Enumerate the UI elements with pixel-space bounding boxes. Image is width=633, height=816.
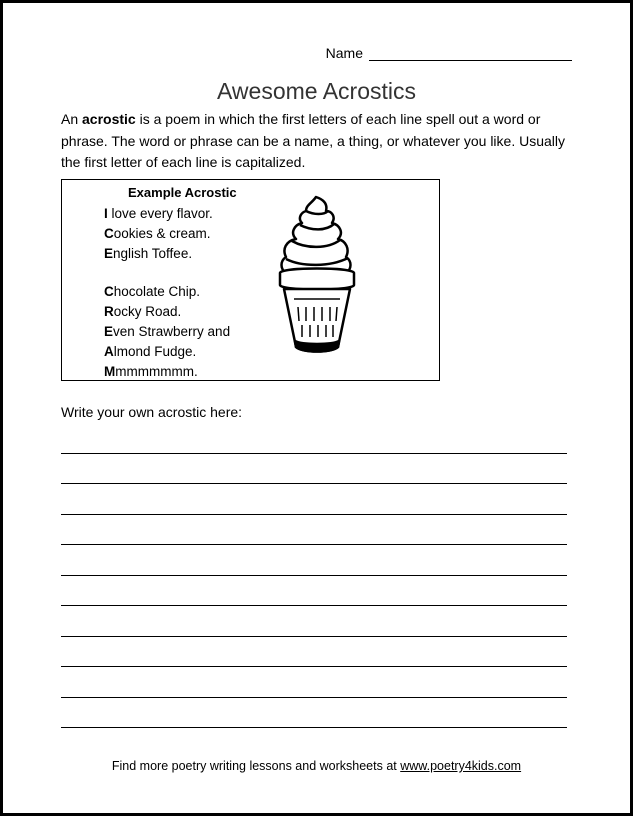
example-lines [104, 204, 230, 382]
page-title: Awesome Acrostics [217, 78, 416, 104]
writing-line[interactable] [61, 667, 567, 698]
intro-bold-term: acrostic [82, 111, 136, 127]
footer-link[interactable]: www.poetry4kids.com [400, 759, 522, 773]
example-line: Almond Fudge. [104, 344, 197, 359]
writing-line[interactable] [61, 637, 567, 668]
writing-line[interactable] [61, 423, 567, 454]
writing-line[interactable] [61, 454, 567, 485]
example-acrostic-box [61, 179, 440, 381]
name-field [326, 45, 572, 61]
writing-line[interactable] [61, 515, 567, 546]
example-line: Mmmmmmmm. [104, 364, 198, 379]
writing-line[interactable] [61, 576, 567, 607]
example-line: Rocky Road. [104, 304, 182, 319]
footer [3, 759, 630, 773]
intro-paragraph [61, 109, 581, 174]
ice-cream-cone-icon [272, 187, 362, 357]
example-line: Chocolate Chip. [104, 284, 201, 299]
example-line: Cookies & cream. [104, 226, 211, 241]
stanza-gap [104, 264, 230, 282]
example-line: English Toffee. [104, 246, 193, 261]
name-blank-line[interactable] [369, 46, 572, 61]
name-label: Name [325, 45, 363, 61]
intro-text-start: An [61, 111, 83, 127]
writing-line[interactable] [61, 484, 567, 515]
example-title: Example Acrostic [128, 185, 237, 200]
writing-line[interactable] [61, 698, 567, 729]
writing-line[interactable] [61, 606, 567, 637]
writing-line[interactable] [61, 545, 567, 576]
intro-text-rest: is a poem in which the first letters of each line spell out a word or phrase. The word or phrase can be a name, a thing, or whatever you like. Usually the first letter of each line is capitalized. [61, 111, 566, 170]
writing-prompt: Write your own acrostic here: [61, 404, 243, 420]
footer-text: Find more poetry writing lessons and worksheets at [111, 759, 401, 773]
example-line: Even Strawberry and [104, 324, 231, 339]
example-line: I love every flavor. [104, 206, 213, 221]
writing-lines[interactable] [61, 423, 567, 728]
